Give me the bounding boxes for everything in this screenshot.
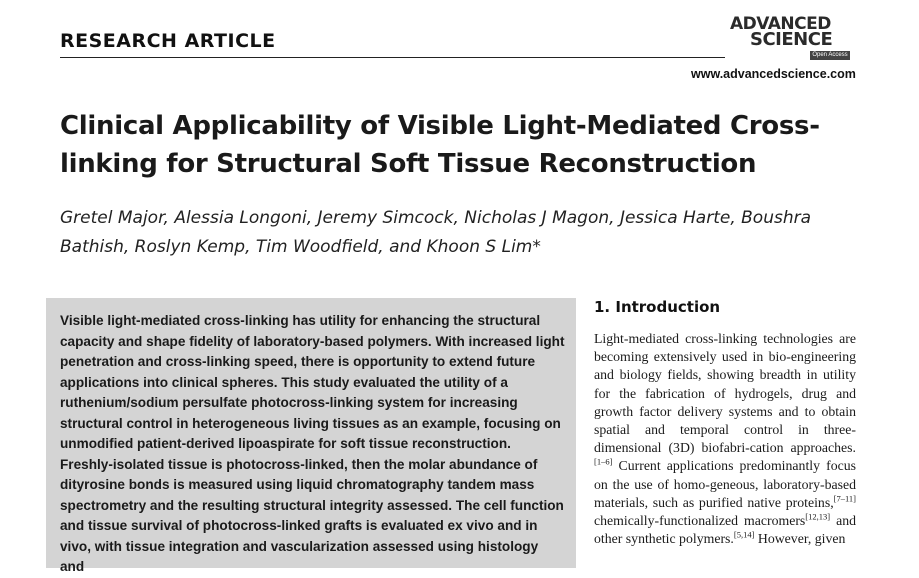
intro-text-segment: chemically-functionalized macromers	[594, 513, 806, 529]
intro-text-segment: and other synthetic polymers.	[594, 513, 856, 547]
abstract-text: Visible light-mediated cross-linking has utility for enhancing the structural capacity and shape fidelity of laboratory-based polymers. With increased light penetration and cross-linking speed, there is opportunity to extend future applications into clinical spheres. This study evaluated the utility of a ruthenium/sodium persulfate photocross-linking system for increasing structural control in heterogeneous living tissues as an example, focusing on unmodified patient-derived lipoaspirate for soft tissue reconstruction. Freshly-isolated tissue is photocross-linked, then the molar abundance of dityrosine bonds is measured using liquid chromatography tandem mass spectrometry and the resulting structural integrity assessed. The cell function and tissue survival of photocross-linked grafts is evaluated ex vivo and in vivo, with tissue integration and vascularization assessed using histology and	[60, 313, 565, 574]
citation-reference[interactable]: [12,13]	[805, 511, 831, 522]
journal-website-link[interactable]: www.advancedscience.com	[691, 67, 856, 81]
author-list: Gretel Major, Alessia Longoni, Jeremy Simcock, Nicholas J Magon, Jessica Harte, Boushra Bathish, Roslyn Kemp, Tim Woodfield, and Khoon S Lim*	[60, 208, 812, 257]
intro-text-segment: Current applications predominantly focus on the use of homo-geneous, laboratory-based materials, such as purified native proteins,	[594, 458, 856, 510]
citation-reference[interactable]: [5,14]	[733, 529, 755, 540]
intro-text-segment: Light-mediated cross-linking technologies are becoming extensively used in bio-engineering and biology fields, showing breadth in utility for the fabrication of hydrogels, drug and growth factor delivery systems and to obtain spatial and temporal control in three-dimensional (3D) biofabri-cation approaches.	[594, 331, 856, 456]
citation-reference[interactable]: [1–6]	[594, 456, 613, 467]
intro-text-segment: However, given	[754, 531, 846, 547]
abstract-box	[46, 298, 576, 574]
citation-reference[interactable]: [7–11]	[833, 493, 856, 504]
header-rule	[60, 57, 725, 58]
journal-logo-line2: SCIENCE	[750, 29, 833, 50]
open-access-badge: Open Access	[810, 51, 850, 60]
introduction-body	[594, 330, 856, 548]
journal-logo-line1: ADVANCED	[730, 14, 831, 34]
section-label: RESEARCH ARTICLE	[60, 30, 276, 52]
article-title: Clinical Applicability of Visible Light-Mediated Cross-linking for Structural Soft Tissue Reconstruction	[60, 111, 820, 179]
introduction-heading: 1. Introduction	[594, 298, 721, 316]
